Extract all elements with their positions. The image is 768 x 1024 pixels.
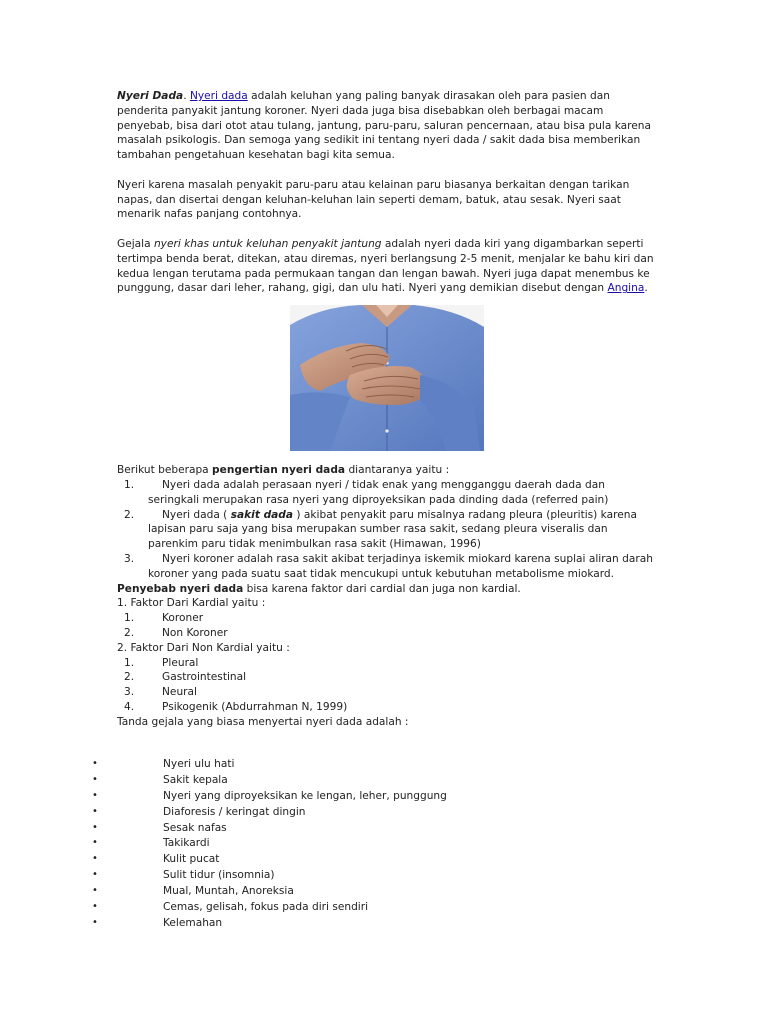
intro-lead: Nyeri Dada [117,90,184,102]
nyeri-dada-link[interactable]: Nyeri dada [189,90,248,102]
group2-list [117,656,657,715]
chest-pain-photo [290,305,484,451]
bullet-icon: • [92,901,98,913]
list-number: 2. [124,508,135,521]
bullet-icon: • [92,885,98,897]
list-number: 1. [124,612,135,625]
lung-paragraph: Nyeri karena masalah penyakit paru-paru atau kelainan paru biasanya berkaitan dengan tarikan napas, dan disertai dengan keluhan-keluhan lain seperti demam, batuk, atau sesak. Nyeri saat menarik nafas panjang contohnya. [117,178,630,221]
list-text: Nyeri dada adalah perasaan nyeri / tidak enak yang mengganggu daerah dada dan seringkali merupakan rasa nyeri yang diproyeksikan pada dinding dada (referred pain) [148,478,609,506]
bullet-icon: • [92,773,98,785]
bullet-icon: • [92,805,98,817]
list-text: Non Koroner [162,626,228,639]
definitions-bold: pengertian nyeri dada [212,464,346,477]
group2-title: 2. Faktor Dari Non Kardial yaitu : [117,641,290,654]
intro-text: adalah keluhan yang paling banyak dirasakan oleh para pasien dan penderita panyakit jantung koroner. Nyeri dada juga bisa disebabkan oleh berbagai macam penyebab, bisa dari otot atau tulang, jantung, paru-paru, saluran pencernaan, atau bisa pula karena masalah psikologis. Dan semoga yang sedikit ini tentang nyeri dada / sakit dada bisa memberikan tambahan pengetahuan kesehatan bagi kita semua. [117,90,652,162]
photo-container [117,305,657,451]
list-number: 4. [124,700,135,713]
definitions-post: diantaranya yaitu : [345,464,450,477]
bullet-icon: • [92,758,98,769]
symptom-text: Cemas, gelisah, fokus pada diri sendiri [163,901,369,914]
list-text: Koroner [162,612,204,625]
heart-paragraph [117,237,657,296]
symptom-text: Takikardi [163,837,210,850]
causes-post: bisa karena faktor dari cardial dan juga non kardial. [243,582,521,595]
intro-paragraph [117,89,657,163]
heart-pre: Gejala [117,237,154,250]
heart-post: . [644,282,648,295]
list-text: Nyeri koroner adalah rasa sakit akibat terjadinya iskemik miokard karena suplai aliran darah koroner yang pada suatu saat tidak mencukupi untuk kebutuhan metabolisme miokard. [148,552,653,580]
def2-bold-italic: sakit dada [230,508,294,521]
list-number: 1. [124,656,135,669]
heart-mid: adalah nyeri dada kiri yang digambarkan seperti tertimpa benda berat, ditekan, atau diremas, nyeri berlangsung 2-5 menit, menjalar ke bahu kiri dan kedua lengan terutama pada permukaan tangan dan lengan bawah. Nyeri juga dapat menembus ke punggung, dasar dari leher, rahang, gigi, dan ulu hati. Nyeri yang demikian disebut dengan [117,237,654,295]
list-text: Psikogenik (Abdurrahman N, 1999) [162,700,348,713]
list-text: Gastrointestinal [162,671,247,684]
list-number: 1. [124,478,135,491]
causes-bold: Penyebab nyeri dada [117,582,244,595]
group1-title: 1. Faktor Dari Kardial yaitu : [117,597,266,610]
bullet-icon: • [92,821,98,833]
symptom-text: Diaforesis / keringat dingin [163,805,306,818]
def2-pre: Nyeri dada ( [162,508,231,521]
list-item [117,508,657,552]
symptom-text: Nyeri yang diproyeksikan ke lengan, leher, punggung [163,789,447,802]
bullet-icon: • [92,853,98,865]
group1-list [117,611,657,641]
list-text: Neural [162,686,197,699]
bullet-icon: • [92,837,98,849]
definitions-intro [117,463,657,478]
list-item [117,552,657,582]
list-item [117,478,657,508]
symptom-text: Kelemahan [163,916,223,929]
heart-italic: nyeri khas untuk keluhan penyakit jantung [153,237,382,250]
intro-lead-separator: . [183,90,190,102]
list-item [117,670,657,685]
bullet-icon: • [92,869,98,881]
symptom-text: Nyeri ulu hati [163,758,235,770]
bullet-icon: • [92,789,98,801]
list-item [117,626,657,641]
list-item [117,685,657,700]
list-item [117,656,657,671]
causes-intro [117,582,657,597]
symptoms-title: Tanda gejala yang biasa menyertai nyeri dada adalah : [117,715,409,728]
list-item [117,611,657,626]
symptom-text: Kulit pucat [163,853,220,866]
list-text: Pleural [162,656,199,669]
symptom-text: Sakit kepala [163,773,228,786]
symptom-text: Sesak nafas [163,821,227,834]
symptom-text: Sulit tidur (insomnia) [163,869,275,882]
list-text [148,508,657,552]
list-number: 2. [124,626,135,639]
list-number: 2. [124,671,135,684]
list-number: 3. [124,686,135,699]
document-body [117,89,657,730]
list-number: 3. [124,552,135,565]
definitions-list [117,478,657,582]
def2-post: ) akibat penyakit paru misalnya radang pleura (pleuritis) karena lapisan paru saja yang bisa merupakan sumber rasa sakit, sedang pleura viseralis dan parenkim paru tidak menimbulkan rasa sakit (Himawan, 1996) [148,508,637,551]
bullet-icon: • [92,916,98,928]
list-item [117,700,657,715]
symptom-text: Mual, Muntah, Anoreksia [163,885,294,898]
definitions-pre: Berikut beberapa [117,464,213,477]
angina-link[interactable]: Angina [607,282,645,295]
